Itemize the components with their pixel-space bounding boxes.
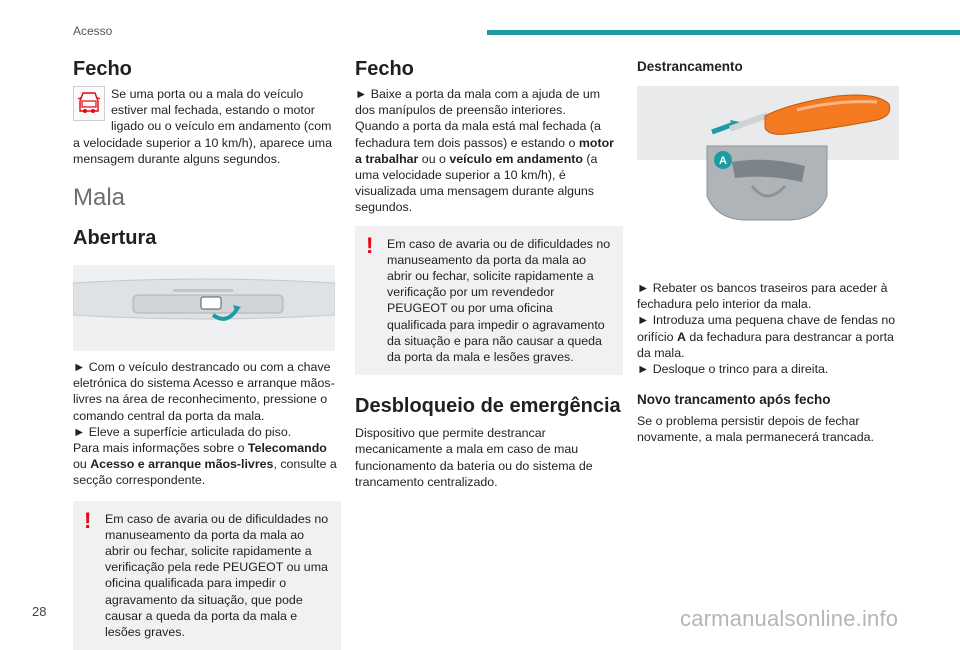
heading-novo-trancamento: Novo trancamento após fecho xyxy=(637,392,831,408)
abertura-line1: ► Com o veículo destrancado ou com a chave eletrónica do sistema Acesso e arranque mãos-livres na área de reconhecimento, pressione o comando central da porta da mala. xyxy=(73,360,335,423)
warning-exclamation-icon: ! xyxy=(366,232,374,258)
watermark: carmanualsonline.info xyxy=(680,606,899,631)
heading-mala: Mala xyxy=(73,184,126,212)
novo-trancamento-text: Se o problema persistir depois de fechar novamente, a mala permanecerá trancada. xyxy=(637,414,874,445)
warning-text-1: Em caso de avaria ou de dificuldades no manuseamento da porta da mala ao abrir ou fechar, solicite rapidamente a verificação pela rede PEUGEOT ou uma oficina qualificada para impedir o agravamento da situação, que pode causar a queda da porta da mala e lesões graves. xyxy=(105,511,329,640)
heading-destrancamento: Destrancamento xyxy=(637,59,743,74)
heading-fecho-1: Fecho xyxy=(73,58,132,80)
heading-fecho-2: Fecho xyxy=(355,58,414,80)
header-accent-bar xyxy=(487,30,960,35)
heading-abertura: Abertura xyxy=(73,227,157,250)
abertura-line2: ► Eleve a superfície articulada do piso. xyxy=(73,424,292,439)
link-telecomando: Telecomando xyxy=(247,441,327,456)
link-acesso-arranque: Acesso e arranque mãos-livres xyxy=(90,457,274,472)
fecho2-line2: Quando a porta da mala está mal fechada (a fechadura tem dois passos) e estando o motor a trabalhar ou o veículo em andamento (a uma velocidade superior a 10 km/h), é visualizada uma mensagem durante alguns segundos. xyxy=(355,119,614,215)
column-3 xyxy=(637,52,905,446)
figure-label-a: A xyxy=(719,155,727,167)
column-1 xyxy=(73,52,341,650)
emergency-unlock-figure xyxy=(637,86,899,254)
running-header-title: Acesso xyxy=(73,24,113,38)
screwdriver-icon xyxy=(637,86,899,254)
warning-exclamation-icon: ! xyxy=(84,507,92,533)
trunk-handle-figure xyxy=(73,265,335,351)
column-2 xyxy=(355,52,623,490)
fecho-paragraph xyxy=(73,86,341,167)
warning-notice-2 xyxy=(355,226,623,376)
fecho2-line1: ► Baixe a porta da mala com a ajuda de um dos manípulos de preensão interiores. xyxy=(355,87,601,118)
abertura-line3: Para mais informações sobre o Telecomando ou Acesso e arranque mãos-livres, consulte a secção correspondente. xyxy=(73,441,337,488)
heading-desbloqueio: Desbloqueio de emergência xyxy=(355,395,621,418)
fecho-text: Se uma porta ou a mala do veículo estiver mal fechada, estando o motor ligado ou o veículo em andamento (com a velocidade superior a 10 km/h), aparece uma mensagem durante alguns segundos. xyxy=(73,87,332,166)
desbloqueio-text: Dispositivo que permite destrancar mecanicamente a mala em caso de mau funcionamento da bateria ou do sistema de trancamento centralizado. xyxy=(355,426,593,489)
warning-text-2: Em caso de avaria ou de dificuldades no manuseamento da porta da mala ao abrir ou fechar, solicite rapidamente a verificação por um revendedor PEUGEOT ou por uma oficina qualificada para impedir o agravamento da situação e para não causar a queda da porta da mala e lesões graves. xyxy=(387,236,611,365)
destrancamento-line1: ► Rebater os bancos traseiros para aceder à fechadura pelo interior da mala. xyxy=(637,281,888,312)
page-number: 28 xyxy=(32,604,47,619)
warning-notice-1 xyxy=(73,501,341,650)
car-door-open-icon xyxy=(73,86,105,121)
destrancamento-line3: ► Desloque o trinco para a direita. xyxy=(637,362,829,377)
trunk-handle-icon xyxy=(73,265,335,351)
destrancamento-line2: ► Introduza uma pequena chave de fendas no orifício A da fechadura para destrancar a porta da mala. xyxy=(637,313,896,360)
